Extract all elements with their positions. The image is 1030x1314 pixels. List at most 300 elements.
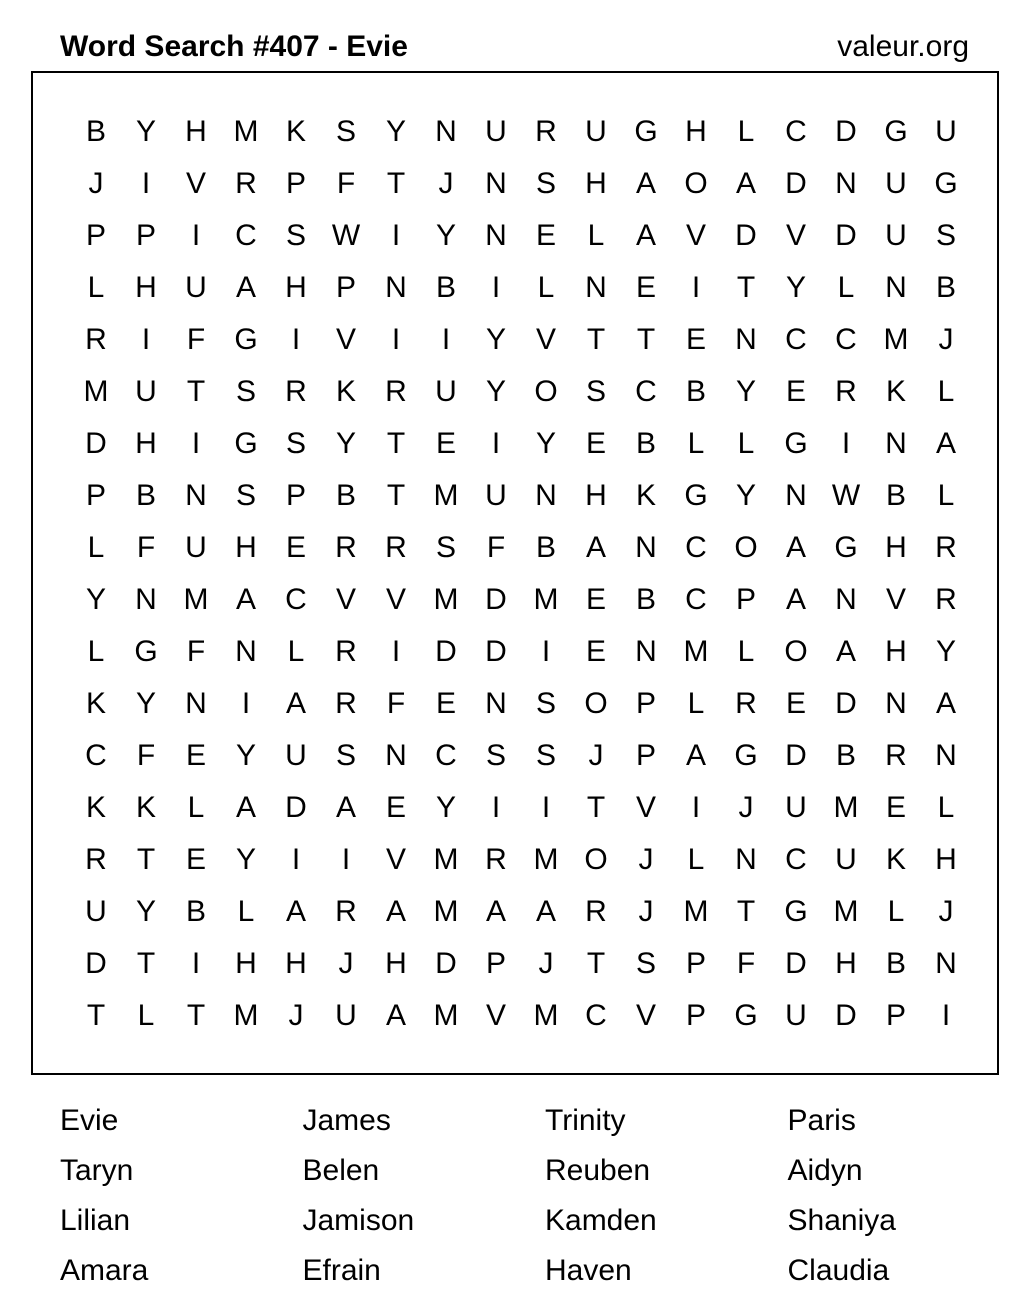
grid-cell: I: [391, 635, 401, 668]
grid-cell: L: [587, 219, 605, 252]
grid-cell: B: [885, 947, 906, 980]
grid-cell: T: [186, 999, 206, 1032]
word-list-item: Reuben: [545, 1154, 651, 1187]
grid-cell: A: [785, 583, 806, 616]
grid-cell: E: [785, 687, 806, 720]
grid-cell: B: [535, 531, 556, 564]
grid-cell: Y: [735, 375, 756, 408]
grid-cell: A: [235, 791, 256, 824]
grid-cell: I: [391, 219, 401, 252]
grid-cell: U: [885, 167, 907, 200]
grid-cell: U: [135, 375, 157, 408]
grid-cell: C: [685, 583, 707, 616]
grid-cell: P: [685, 999, 706, 1032]
grid-cell: C: [285, 583, 307, 616]
grid-cell: V: [185, 167, 206, 200]
grid-cell: S: [585, 375, 606, 408]
grid-cell: I: [491, 427, 501, 460]
grid-cell: I: [541, 791, 551, 824]
grid-cell: O: [534, 375, 558, 408]
grid-cell: N: [385, 739, 407, 772]
grid-cell: M: [533, 843, 559, 876]
grid-cell: B: [685, 375, 706, 408]
grid-cell: L: [537, 271, 555, 304]
grid-cell: H: [135, 271, 157, 304]
grid-cell: Y: [435, 219, 456, 252]
grid-cell: H: [685, 115, 707, 148]
grid-cell: V: [885, 583, 906, 616]
grid-cell: U: [785, 999, 807, 1032]
grid-cell: T: [736, 271, 756, 304]
grid-cell: H: [385, 947, 407, 980]
grid-cell: V: [385, 843, 406, 876]
grid-cell: V: [335, 583, 356, 616]
grid-cell: L: [137, 999, 155, 1032]
grid-cell: H: [235, 531, 257, 564]
grid-cell: D: [835, 219, 857, 252]
grid-cell: U: [885, 219, 907, 252]
grid-cell: O: [584, 843, 608, 876]
grid-cell: M: [433, 999, 459, 1032]
page-title: Word Search #407 - Evie: [60, 30, 408, 63]
grid-cell: H: [185, 115, 207, 148]
grid-cell: E: [535, 219, 556, 252]
grid-cell: I: [191, 947, 201, 980]
grid-cell: P: [685, 947, 706, 980]
grid-cell: O: [584, 687, 608, 720]
grid-cell: I: [291, 323, 301, 356]
grid-cell: G: [134, 635, 158, 668]
grid-cell: F: [336, 167, 356, 200]
grid-cell: Y: [135, 895, 156, 928]
grid-cell: I: [391, 323, 401, 356]
grid-cell: B: [185, 895, 206, 928]
grid-cell: S: [935, 219, 956, 252]
grid-cell: M: [533, 999, 559, 1032]
word-list-item: James: [302, 1104, 391, 1137]
grid-cell: C: [785, 115, 807, 148]
grid-cell: A: [935, 427, 956, 460]
grid-cell: N: [785, 479, 807, 512]
grid-cell: F: [186, 635, 206, 668]
grid-cell: H: [135, 427, 157, 460]
grid-cell: U: [85, 895, 107, 928]
grid-cell: M: [833, 791, 859, 824]
grid-cell: J: [738, 791, 754, 824]
grid-cell: N: [935, 739, 957, 772]
grid-cell: D: [835, 999, 857, 1032]
grid-cell: R: [585, 895, 607, 928]
grid-cell: I: [841, 427, 851, 460]
grid-cell: S: [335, 739, 356, 772]
grid-cell: U: [185, 531, 207, 564]
grid-cell: B: [435, 271, 456, 304]
grid-cell: A: [935, 687, 956, 720]
grid-cell: A: [385, 895, 406, 928]
grid-cell: L: [737, 635, 755, 668]
grid-cell: G: [934, 167, 958, 200]
grid-cell: L: [737, 427, 755, 460]
grid-cell: T: [386, 427, 406, 460]
grid-cell: B: [335, 479, 356, 512]
grid-cell: P: [335, 271, 356, 304]
grid-cell: D: [85, 947, 107, 980]
grid-cell: F: [486, 531, 506, 564]
grid-cell: V: [635, 791, 656, 824]
grid-cell: S: [535, 687, 556, 720]
grid-cell: A: [685, 739, 706, 772]
grid-cell: A: [835, 635, 856, 668]
grid-cell: P: [85, 479, 106, 512]
grid-cell: G: [234, 427, 258, 460]
grid-cell: E: [385, 791, 406, 824]
grid-cell: Y: [135, 687, 156, 720]
grid-cell: J: [588, 739, 604, 772]
grid-cell: J: [638, 895, 654, 928]
grid-cell: B: [85, 115, 106, 148]
word-list-item: Paris: [787, 1104, 856, 1137]
grid-cell: Y: [485, 323, 506, 356]
grid-cell: K: [335, 375, 356, 408]
grid-cell: C: [835, 323, 857, 356]
grid-cell: E: [585, 635, 606, 668]
grid-cell: H: [835, 947, 857, 980]
grid-cell: H: [935, 843, 957, 876]
grid-cell: N: [385, 271, 407, 304]
grid-cell: R: [935, 583, 957, 616]
grid-cell: Y: [735, 479, 756, 512]
grid-cell: A: [335, 791, 356, 824]
grid-cell: M: [683, 635, 709, 668]
grid-cell: P: [635, 687, 656, 720]
word-list-item: Shaniya: [787, 1204, 896, 1237]
grid-cell: M: [233, 999, 259, 1032]
grid-cell: R: [335, 895, 357, 928]
grid-cell: Y: [435, 791, 456, 824]
grid-cell: D: [435, 635, 457, 668]
grid-cell: V: [635, 999, 656, 1032]
grid-cell: I: [691, 271, 701, 304]
grid-cell: A: [735, 167, 756, 200]
grid-cell: K: [85, 791, 106, 824]
grid-cell: S: [285, 219, 306, 252]
grid-cell: P: [85, 219, 106, 252]
grid-cell: T: [186, 375, 206, 408]
grid-cell: N: [435, 115, 457, 148]
grid-cell: B: [885, 479, 906, 512]
grid-cell: L: [87, 635, 105, 668]
grid-cell: R: [835, 375, 857, 408]
grid-cell: D: [785, 947, 807, 980]
grid-cell: R: [385, 531, 407, 564]
grid-cell: N: [935, 947, 957, 980]
grid-cell: M: [433, 843, 459, 876]
grid-cell: C: [235, 219, 257, 252]
grid-cell: H: [235, 947, 257, 980]
grid-cell: M: [433, 479, 459, 512]
grid-cell: K: [135, 791, 156, 824]
grid-cell: G: [734, 999, 758, 1032]
grid-cell: O: [684, 167, 708, 200]
grid-cell: B: [635, 427, 656, 460]
grid-cell: U: [485, 115, 507, 148]
grid-cell: Y: [935, 635, 956, 668]
grid-cell: V: [785, 219, 806, 252]
grid-cell: R: [235, 167, 257, 200]
grid-cell: E: [585, 427, 606, 460]
grid-cell: D: [485, 635, 507, 668]
grid-cell: I: [691, 791, 701, 824]
grid-cell: N: [635, 635, 657, 668]
grid-cell: N: [885, 271, 907, 304]
word-list-item: Jamison: [302, 1204, 415, 1237]
grid-cell: R: [85, 843, 107, 876]
grid-cell: N: [485, 167, 507, 200]
grid-cell: P: [285, 479, 306, 512]
grid-cell: V: [385, 583, 406, 616]
grid-cell: U: [785, 791, 807, 824]
grid-cell: S: [635, 947, 656, 980]
grid-cell: R: [285, 375, 307, 408]
grid-cell: N: [135, 583, 157, 616]
grid-cell: L: [87, 271, 105, 304]
grid-cell: P: [135, 219, 156, 252]
grid-cell: Y: [485, 375, 506, 408]
word-list-item: Haven: [545, 1254, 632, 1287]
grid-cell: E: [635, 271, 656, 304]
grid-cell: H: [585, 479, 607, 512]
grid-cell: T: [636, 323, 656, 356]
grid-cell: N: [635, 531, 657, 564]
grid-cell: M: [833, 895, 859, 928]
grid-cell: A: [285, 687, 306, 720]
grid-cell: N: [485, 687, 507, 720]
grid-cell: N: [835, 167, 857, 200]
grid-cell: G: [834, 531, 858, 564]
grid-cell: S: [235, 375, 256, 408]
grid-cell: R: [885, 739, 907, 772]
grid-cell: E: [435, 427, 456, 460]
word-list-item: Evie: [60, 1104, 119, 1137]
grid-cell: D: [835, 687, 857, 720]
grid-cell: N: [235, 635, 257, 668]
grid-cell: E: [185, 843, 206, 876]
grid-cell: R: [85, 323, 107, 356]
grid-cell: I: [491, 271, 501, 304]
grid-cell: R: [485, 843, 507, 876]
grid-cell: I: [141, 323, 151, 356]
grid-cell: E: [585, 583, 606, 616]
grid-cell: M: [183, 583, 209, 616]
grid-cell: V: [685, 219, 706, 252]
grid-cell: R: [735, 687, 757, 720]
grid-cell: W: [331, 219, 361, 252]
grid-cell: C: [435, 739, 457, 772]
grid-cell: Y: [385, 115, 406, 148]
grid-cell: O: [734, 531, 758, 564]
grid-cell: T: [386, 479, 406, 512]
letter-grid: [71, 106, 971, 1042]
grid-cell: F: [186, 323, 206, 356]
grid-cell: E: [685, 323, 706, 356]
grid-cell: Y: [235, 739, 256, 772]
grid-cell: R: [535, 115, 557, 148]
grid-cell: U: [585, 115, 607, 148]
grid-cell: Y: [535, 427, 556, 460]
grid-cell: G: [784, 427, 808, 460]
grid-cell: U: [185, 271, 207, 304]
grid-cell: M: [83, 375, 109, 408]
grid-cell: B: [135, 479, 156, 512]
word-list-item: Claudia: [787, 1254, 890, 1287]
grid-cell: A: [785, 531, 806, 564]
grid-cell: L: [687, 687, 705, 720]
grid-cell: N: [885, 687, 907, 720]
grid-cell: I: [441, 323, 451, 356]
word-list-item: Taryn: [60, 1154, 134, 1187]
grid-cell: F: [136, 739, 156, 772]
grid-cell: D: [735, 219, 757, 252]
grid-cell: O: [784, 635, 808, 668]
grid-cell: T: [86, 999, 106, 1032]
grid-cell: R: [335, 635, 357, 668]
grid-cell: D: [435, 947, 457, 980]
grid-cell: J: [338, 947, 354, 980]
grid-cell: J: [438, 167, 454, 200]
grid-cell: Y: [785, 271, 806, 304]
grid-cell: P: [735, 583, 756, 616]
grid-cell: N: [585, 271, 607, 304]
grid-cell: H: [885, 635, 907, 668]
grid-cell: I: [341, 843, 351, 876]
grid-cell: F: [136, 531, 156, 564]
grid-cell: Y: [335, 427, 356, 460]
grid-cell: L: [937, 791, 955, 824]
word-list-item: Trinity: [545, 1104, 626, 1137]
grid-cell: I: [191, 427, 201, 460]
grid-cell: M: [683, 895, 709, 928]
grid-cell: K: [285, 115, 306, 148]
grid-cell: M: [233, 115, 259, 148]
grid-cell: S: [335, 115, 356, 148]
grid-cell: N: [535, 479, 557, 512]
grid-cell: D: [485, 583, 507, 616]
grid-cell: L: [87, 531, 105, 564]
grid-cell: N: [185, 479, 207, 512]
grid-cell: U: [335, 999, 357, 1032]
grid-cell: A: [235, 271, 256, 304]
word-list-item: Aidyn: [787, 1154, 863, 1187]
grid-cell: M: [433, 895, 459, 928]
grid-cell: T: [586, 323, 606, 356]
grid-cell: S: [435, 531, 456, 564]
grid-cell: U: [285, 739, 307, 772]
word-list-item: Belen: [302, 1154, 380, 1187]
grid-cell: I: [941, 999, 951, 1032]
grid-cell: I: [291, 843, 301, 876]
grid-cell: L: [287, 635, 305, 668]
grid-cell: M: [883, 323, 909, 356]
grid-cell: L: [237, 895, 255, 928]
grid-cell: G: [734, 739, 758, 772]
grid-cell: A: [285, 895, 306, 928]
grid-cell: A: [235, 583, 256, 616]
word-list-item: Lilian: [60, 1204, 131, 1237]
grid-cell: A: [485, 895, 506, 928]
grid-cell: J: [938, 323, 954, 356]
grid-cell: N: [735, 843, 757, 876]
grid-cell: E: [285, 531, 306, 564]
grid-cell: D: [835, 115, 857, 148]
grid-cell: N: [835, 583, 857, 616]
grid-cell: C: [585, 999, 607, 1032]
grid-cell: R: [935, 531, 957, 564]
site-name: valeur.org: [837, 30, 969, 63]
grid-cell: I: [241, 687, 251, 720]
word-list: [60, 1096, 1030, 1296]
grid-cell: B: [835, 739, 856, 772]
grid-cell: J: [938, 895, 954, 928]
grid-cell: J: [288, 999, 304, 1032]
grid-cell: J: [638, 843, 654, 876]
grid-cell: U: [835, 843, 857, 876]
grid-cell: L: [937, 375, 955, 408]
grid-cell: M: [533, 583, 559, 616]
grid-cell: A: [385, 999, 406, 1032]
word-list-item: Kamden: [545, 1204, 657, 1237]
grid-cell: U: [935, 115, 957, 148]
grid-cell: E: [435, 687, 456, 720]
grid-cell: F: [386, 687, 406, 720]
grid-cell: A: [585, 531, 606, 564]
grid-cell: I: [141, 167, 151, 200]
grid-cell: J: [538, 947, 554, 980]
grid-cell: M: [433, 583, 459, 616]
grid-cell: Y: [135, 115, 156, 148]
grid-cell: E: [185, 739, 206, 772]
grid-cell: G: [784, 895, 808, 928]
grid-cell: H: [585, 167, 607, 200]
puzzle-box: [31, 71, 999, 1075]
grid-cell: T: [736, 895, 756, 928]
grid-cell: G: [884, 115, 908, 148]
grid-cell: A: [535, 895, 556, 928]
grid-cell: A: [635, 219, 656, 252]
grid-cell: K: [85, 687, 106, 720]
grid-cell: H: [285, 947, 307, 980]
grid-cell: G: [684, 479, 708, 512]
grid-cell: P: [485, 947, 506, 980]
grid-cell: E: [785, 375, 806, 408]
grid-cell: P: [635, 739, 656, 772]
grid-cell: L: [737, 115, 755, 148]
grid-cell: D: [785, 167, 807, 200]
grid-cell: D: [85, 427, 107, 460]
grid-cell: N: [185, 687, 207, 720]
grid-cell: C: [85, 739, 107, 772]
grid-cell: T: [586, 947, 606, 980]
grid-cell: C: [785, 323, 807, 356]
grid-cell: Y: [85, 583, 106, 616]
word-list-item: Efrain: [302, 1254, 381, 1287]
grid-cell: K: [885, 375, 906, 408]
grid-cell: B: [935, 271, 956, 304]
grid-cell: V: [535, 323, 556, 356]
grid-cell: A: [635, 167, 656, 200]
grid-cell: I: [491, 791, 501, 824]
grid-cell: K: [885, 843, 906, 876]
grid-cell: J: [88, 167, 104, 200]
